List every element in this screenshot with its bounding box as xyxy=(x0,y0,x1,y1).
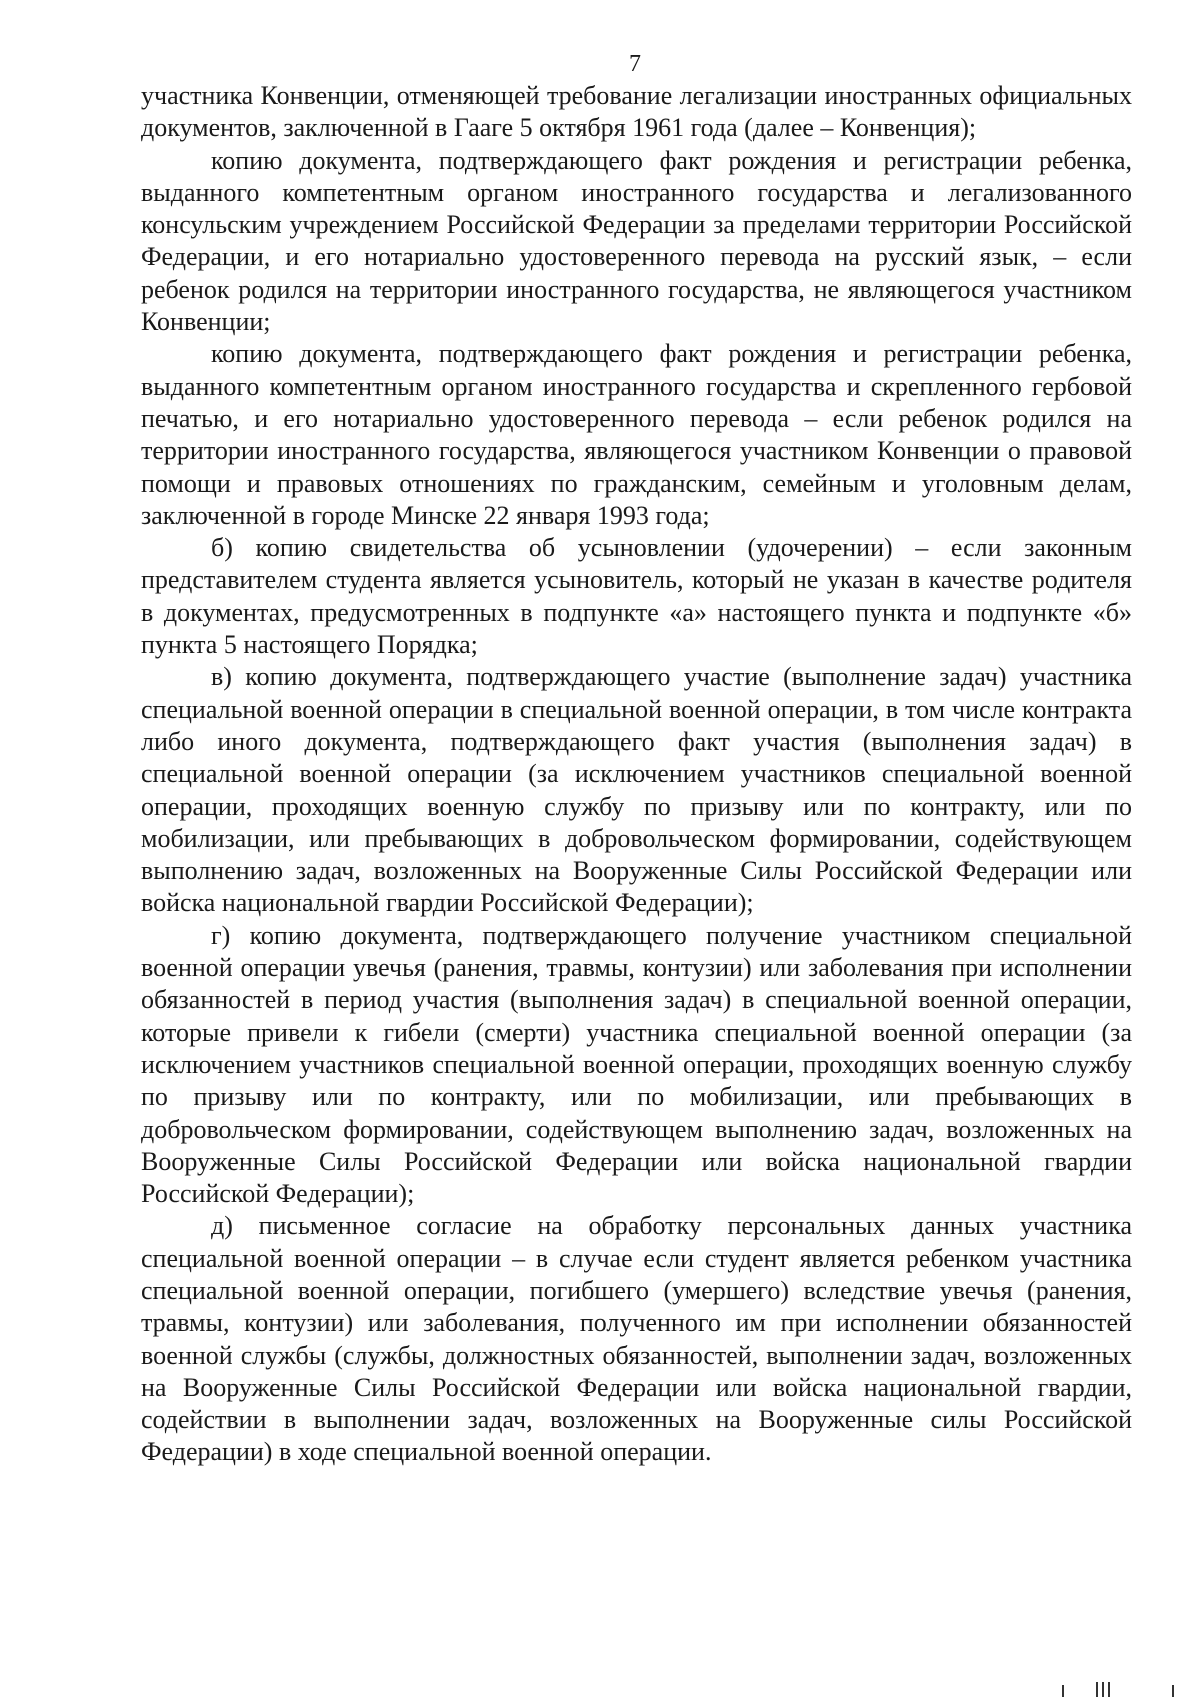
paragraph-item-b: б) копию свидетельства об усыновлении (удочерении) – если законным представителем студента является усыновитель, который не указан в качестве родителя в документах, предусмотренных в подпункте «а» настоящего пункта и подпункте «б» пункта 5 настоящего Порядка; xyxy=(141,533,1132,660)
paragraph-item-d: д) письменное согласие на обработку персональных данных участника специальной военной операции – в случае если студент является ребенком участника специальной военной операции, погибшего (умершего) вследствие увечья (ранения, травмы, контузии) или заболевания, полученного им при исполнении обязанностей военной службы (службы, должностных обязанностей, выполнении задач, возложенных на Вооруженные Силы Российской Федерации или войска национальной гвардии, содействии в выполнении задач, возложенных на Вооруженные силы Российской Федерации) в ходе специальной военной операции. xyxy=(141,1211,1132,1467)
paragraph-item-v: в) копию документа, подтверждающего участие (выполнение задач) участника специальной военной операции в специальной военной операции, в том числе контракта либо иного документа, подтверждающего факт участия (выполнения задач) в специальной военной операции (за исключением участников специальной военной операции, проходящих военную службу по призыву или по контракту, или по мобилизации, или пребывающих в добровольческом формировании, содействующем выполнению задач, возложенных на Вооруженные Силы Российской Федерации или войска национальной гвардии Российской Федерации); xyxy=(141,662,1132,918)
paragraph-item-g: г) копию документа, подтверждающего получение участником специальной военной операции увечья (ранения, травмы, контузии) или заболевания при исполнении обязанностей в период участия (выполнения задач) в специальной военной операции, которые привели к гибели (смерти) участника специальной военной операции (за исключением участников специальной военной операции, проходящих военную службу по призыву или по контракту, или по мобилизации, или пребывающих в добровольческом формировании, содействующем выполнению задач, возложенных на Вооруженные Силы Российской Федерации или войска национальной гвардии Российской Федерации); xyxy=(141,920,1132,1209)
paragraph-continuation: участника Конвенции, отменяющей требование легализации иностранных официальных документов, заключенной в Гааге 5 октября 1961 года (далее – Конвенция); xyxy=(141,81,1132,143)
paragraph-birth-document-minsk-convention: копию документа, подтверждающего факт рождения и регистрации ребенка, выданного компетентным органом иностранного государства и скрепленного гербовой печатью, и его нотариально удостоверенного перевода – если ребенок родился на территории иностранного государства, являющегося участником Конвенции о правовой помощи и правовых отношениях по гражданским, семейным и уголовным делам, заключенной в городе Минске 22 января 1993 года; xyxy=(141,339,1132,530)
body-text xyxy=(141,80,1132,1469)
paragraph-birth-document-legalized: копию документа, подтверждающего факт рождения и регистрации ребенка, выданного компетентным органом иностранного государства и легализованного консульским учреждением Российской Федерации за пределами территории Российской Федерации, и его нотариально удостоверенного перевода на русский язык, – если ребенок родился на территории иностранного государства, не являющегося участником Конвенции; xyxy=(141,145,1132,337)
scan-edge-marks xyxy=(1040,1680,1180,1697)
page-number: 7 xyxy=(629,51,641,77)
